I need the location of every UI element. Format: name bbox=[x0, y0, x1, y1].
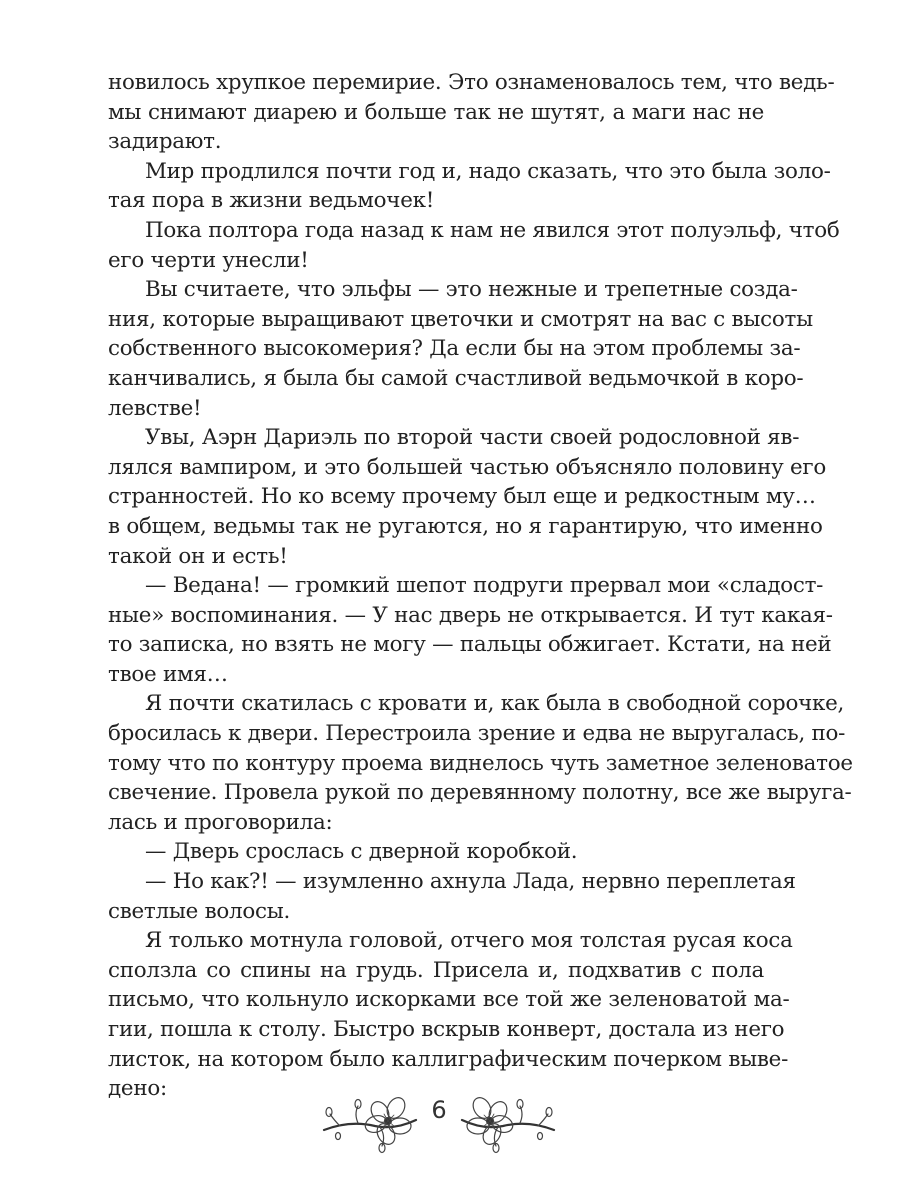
text-line: тому что по контуру проема виднелось чуть заметное зеленоватое bbox=[108, 750, 853, 776]
text-line: в общем, ведьмы так не ругаются, но я гарантирую, что именно bbox=[108, 513, 823, 539]
text-line: странностей. Но ко всему прочему был еще и редкостным му… bbox=[108, 484, 816, 510]
text-line: свечение. Провела рукой по деревянному полотну, все же выруга- bbox=[108, 780, 852, 806]
text-line: твое имя… bbox=[108, 661, 228, 687]
text-line: Пока полтора года назад к нам не явился этот полуэльф, чтоб bbox=[145, 217, 840, 243]
text-line: канчивались, я была бы самой счастливой ведьмочкой в коро- bbox=[108, 365, 804, 391]
text-line: собственного высокомерия? Да если бы на этом проблемы за- bbox=[108, 336, 801, 362]
text-line: — Ведана! — громкий шепот подруги прервал мои «сладост- bbox=[145, 573, 824, 599]
text-line: лась и проговорила: bbox=[108, 809, 333, 835]
text-line: гии, пошла к столу. Быстро вскрыв конверт, достала из него bbox=[108, 1017, 785, 1042]
flower-branch-ornament-icon bbox=[320, 1090, 420, 1158]
text-line: письмо, что кольнуло искорками все той же зеленоватой ма- bbox=[108, 987, 790, 1013]
text-line: светлые волосы. bbox=[108, 898, 291, 924]
text-line: дено: bbox=[108, 1076, 167, 1102]
text-line: сползла со спины на грудь. Присела и, подхватив с пола bbox=[108, 957, 764, 983]
page-number: 6 bbox=[431, 1096, 447, 1124]
text-line: мы снимают диарею и больше так не шутят, а маги нас не bbox=[108, 99, 764, 125]
flower-branch-ornament-icon bbox=[458, 1090, 558, 1158]
text-line: Вы считаете, что эльфы — это нежные и трепетные созда- bbox=[145, 277, 798, 303]
text-line: листок, на котором было каллиграфическим почерком выве- bbox=[108, 1046, 789, 1072]
text-line: лялся вампиром, и это большей частью объясняло половину его bbox=[108, 454, 827, 480]
text-line: Я почти скатилась с кровати и, как была в свободной сорочке, bbox=[145, 691, 845, 717]
text-line: — Дверь срослась с дверной коробкой. bbox=[145, 839, 578, 865]
text-line: новилось хрупкое перемирие. Это ознаменовалось тем, что ведь- bbox=[108, 70, 835, 95]
text-line: его черти унесли! bbox=[108, 247, 309, 273]
text-line: Я только мотнула головой, отчего моя толстая русая коса bbox=[145, 928, 793, 954]
page-footer bbox=[0, 1090, 900, 1160]
text-line: — Но как?! — изумленно ахнула Лада, нервно переплетая bbox=[145, 869, 796, 895]
text-line: бросилась к двери. Перестроила зрение и едва не выругалась, по- bbox=[108, 721, 846, 747]
text-line: такой он и есть! bbox=[108, 543, 288, 569]
page-text-block bbox=[108, 68, 853, 1104]
text-line: Увы, Аэрн Дариэль по второй части своей родословной яв- bbox=[145, 425, 800, 451]
text-line: тая пора в жизни ведьмочек! bbox=[108, 188, 435, 214]
text-line: левстве! bbox=[108, 395, 202, 421]
text-line: задирают. bbox=[108, 129, 222, 155]
text-line: ния, которые выращивают цветочки и смотрят на вас с высоты bbox=[108, 306, 813, 332]
text-line: Мир продлился почти год и, надо сказать, что это была золо- bbox=[145, 158, 831, 184]
text-line: ные» воспоминания. — У нас дверь не открывается. И тут какая- bbox=[108, 602, 833, 628]
text-line: то записка, но взять не могу — пальцы обжигает. Кстати, на ней bbox=[108, 632, 832, 658]
